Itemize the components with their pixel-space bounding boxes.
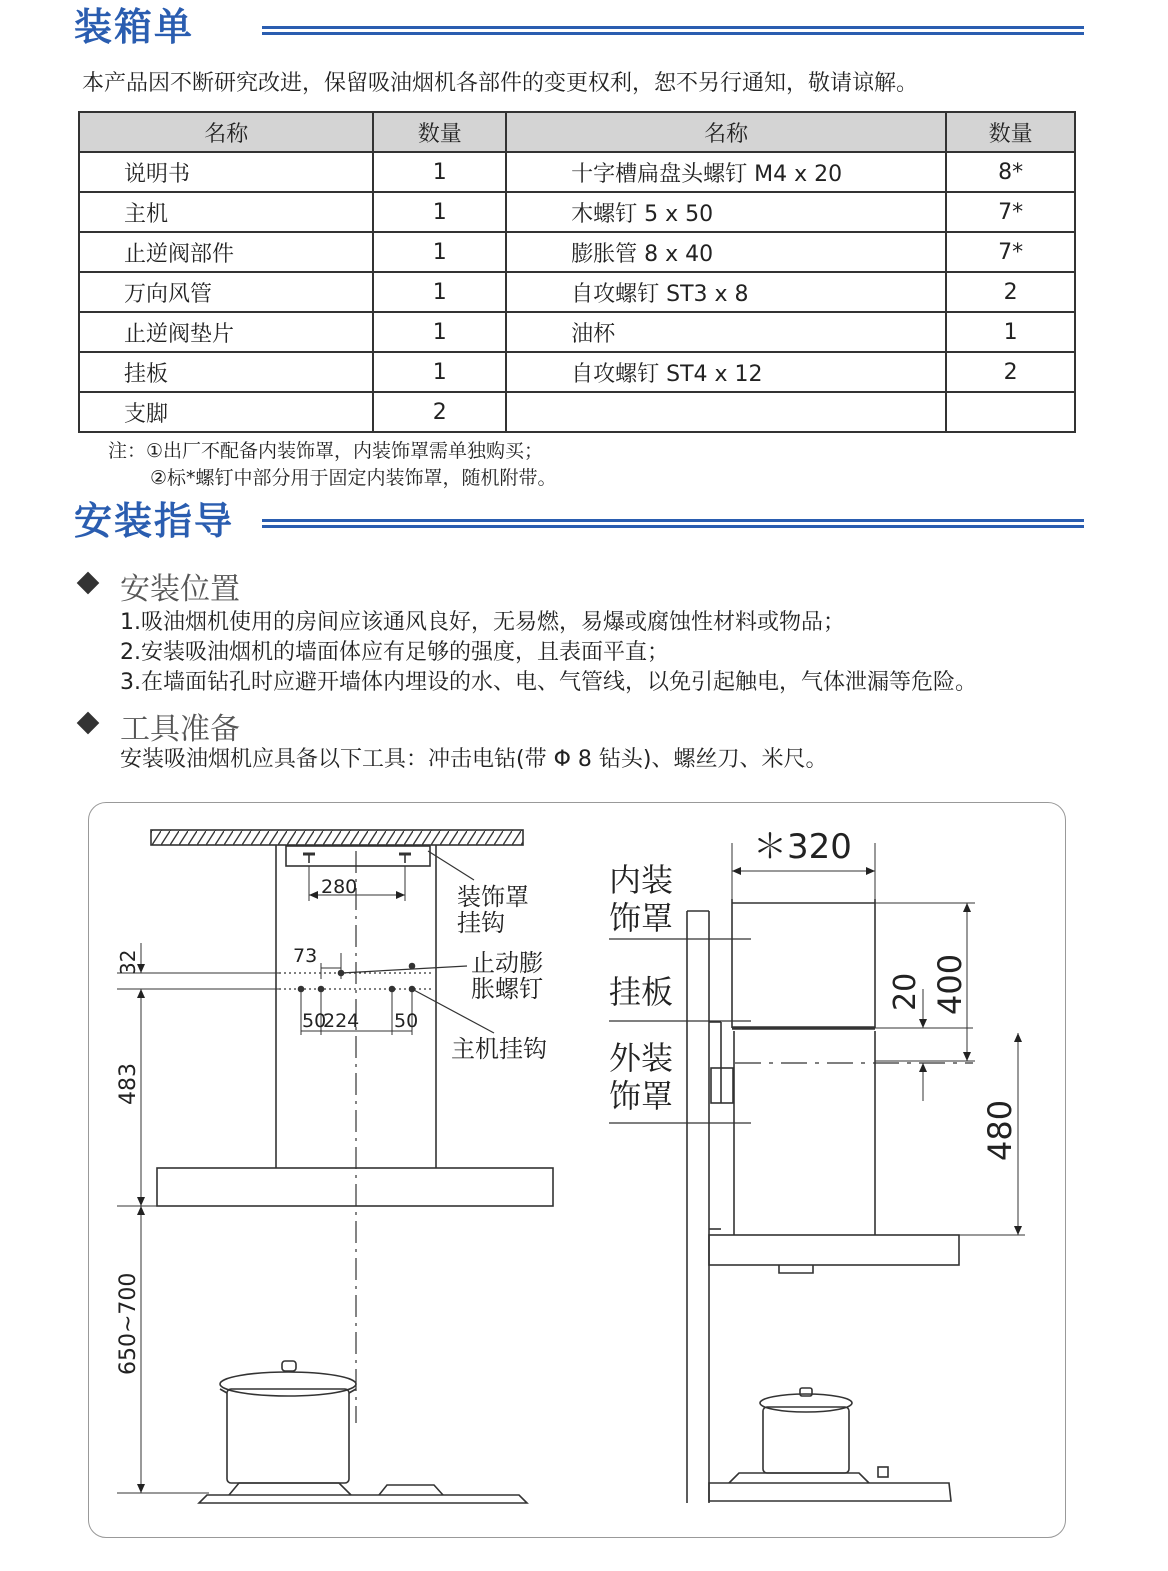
item-qty: 7* bbox=[946, 192, 1075, 232]
label-hanging-plate: 挂板 bbox=[609, 973, 674, 1011]
item-qty: 1 bbox=[946, 312, 1075, 352]
packing-note-2: ②标*螺钉中部分用于固定内装饰罩，随机附带。 bbox=[150, 467, 557, 489]
table-row bbox=[79, 352, 1075, 392]
dim-20: 20 bbox=[888, 972, 923, 1011]
location-item: 1.吸油烟机使用的房间应该通风良好，无易燃，易爆或腐蚀性材料或物品； bbox=[120, 610, 845, 635]
dim-650-700: 650~700 bbox=[116, 1272, 141, 1375]
label-main-hook: 主机挂钩 bbox=[451, 1035, 547, 1063]
item-qty bbox=[946, 392, 1075, 432]
item-qty: 1 bbox=[373, 192, 506, 232]
cover-hook-bracket bbox=[286, 846, 430, 866]
label-cover-hook: 挂钩 bbox=[457, 909, 505, 937]
front-view-labels bbox=[116, 876, 547, 1375]
header-qty-1: 数量 bbox=[373, 112, 506, 152]
packing-title: 装箱单 bbox=[74, 5, 195, 49]
table-row bbox=[79, 152, 1075, 192]
bullet-diamond-icon bbox=[77, 712, 100, 735]
hood-body bbox=[157, 1168, 553, 1206]
title-rule bbox=[262, 26, 1084, 35]
table-row bbox=[79, 232, 1075, 272]
packing-table bbox=[78, 111, 1076, 433]
item-name: 主机 bbox=[79, 192, 373, 232]
item-qty: 1 bbox=[373, 152, 506, 192]
label-stop-bolt: 止动膨 bbox=[471, 949, 543, 977]
item-qty: 8* bbox=[946, 152, 1075, 192]
label-outer-cover: 饰罩 bbox=[609, 1077, 674, 1115]
side-pot-icon bbox=[760, 1388, 852, 1473]
side-stove bbox=[709, 1483, 951, 1501]
packing-note-1: 注：①出厂不配备内装饰罩，内装饰罩需单独购买； bbox=[108, 440, 544, 462]
item-name: 万向风管 bbox=[79, 272, 373, 312]
item-name: 挂板 bbox=[79, 352, 373, 392]
item-name: 止逆阀垫片 bbox=[79, 312, 373, 352]
tools-heading: 工具准备 bbox=[120, 712, 240, 747]
side-view-labels bbox=[609, 827, 1019, 1161]
table-row bbox=[79, 272, 1075, 312]
table-header-row bbox=[79, 112, 1075, 152]
item-qty: 7* bbox=[946, 232, 1075, 272]
bullet-diamond-icon bbox=[77, 572, 100, 595]
item-name: 止逆阀部件 bbox=[79, 232, 373, 272]
item-qty: 2 bbox=[946, 272, 1075, 312]
item-name: 自攻螺钉 ST3 x 8 bbox=[506, 272, 946, 312]
dim-50-left: 50 bbox=[302, 1010, 327, 1032]
dim-32: 32 bbox=[116, 949, 140, 975]
label-cover-hook: 装饰罩 bbox=[457, 883, 529, 911]
item-name: 说明书 bbox=[79, 152, 373, 192]
item-name: 支脚 bbox=[79, 392, 373, 432]
install-title: 安装指导 bbox=[74, 499, 235, 543]
table-row bbox=[79, 392, 1075, 432]
packing-intro: 本产品因不断研究改进，保留吸油烟机各部件的变更权利，恕不另行通知，敬请谅解。 bbox=[82, 71, 919, 96]
dim-73: 73 bbox=[293, 945, 318, 967]
item-qty: 2 bbox=[946, 352, 1075, 392]
item-qty: 1 bbox=[373, 312, 506, 352]
dim-480: 480 bbox=[981, 1099, 1019, 1161]
header-name-1: 名称 bbox=[79, 112, 373, 152]
side-view bbox=[609, 843, 1025, 1503]
item-name: 十字槽扁盘头螺钉 M4 x 20 bbox=[506, 152, 946, 192]
item-name: 膨胀管 8 x 40 bbox=[506, 232, 946, 272]
installation-diagram bbox=[88, 802, 1066, 1538]
hanging-plate bbox=[711, 1068, 733, 1103]
dim-224: 224 bbox=[323, 1010, 360, 1032]
tools-text: 安装吸油烟机应具备以下工具：冲击电钻(带 Φ 8 钻头)、螺丝刀、米尺。 bbox=[120, 747, 828, 772]
dim-320: ＊320 bbox=[753, 827, 852, 867]
item-qty: 2 bbox=[373, 392, 506, 432]
item-name: 木螺钉 5 x 50 bbox=[506, 192, 946, 232]
side-hood-body bbox=[709, 1235, 959, 1265]
item-name: 油杯 bbox=[506, 312, 946, 352]
cooking-pot-icon bbox=[220, 1361, 356, 1483]
item-qty: 1 bbox=[373, 272, 506, 312]
dim-280: 280 bbox=[321, 876, 358, 898]
item-qty: 1 bbox=[373, 352, 506, 392]
item-name: 自攻螺钉 ST4 x 12 bbox=[506, 352, 946, 392]
table-row bbox=[79, 192, 1075, 232]
item-qty: 1 bbox=[373, 232, 506, 272]
item-name bbox=[506, 392, 946, 432]
diagram-svg bbox=[89, 803, 1067, 1539]
ceiling bbox=[151, 830, 523, 845]
header-qty-2: 数量 bbox=[946, 112, 1075, 152]
location-heading: 安装位置 bbox=[120, 572, 240, 607]
header-name-2: 名称 bbox=[506, 112, 946, 152]
table-row bbox=[79, 312, 1075, 352]
location-item: 2.安装吸油烟机的墙面体应有足够的强度，且表面平直； bbox=[120, 640, 669, 665]
label-inner-cover: 内装 bbox=[609, 861, 674, 899]
title-rule bbox=[262, 519, 1084, 528]
stove-top bbox=[199, 1495, 527, 1503]
location-item: 3.在墙面钻孔时应避开墙体内埋设的水、电、气管线，以免引起触电，气体泄漏等危险。 bbox=[120, 670, 977, 695]
label-outer-cover: 外装 bbox=[609, 1039, 674, 1077]
dim-50-right: 50 bbox=[394, 1010, 419, 1032]
dim-483: 483 bbox=[116, 1063, 141, 1105]
dim-400: 400 bbox=[931, 953, 969, 1015]
label-stop-bolt: 胀螺钉 bbox=[471, 975, 543, 1003]
label-inner-cover: 饰罩 bbox=[609, 899, 674, 937]
